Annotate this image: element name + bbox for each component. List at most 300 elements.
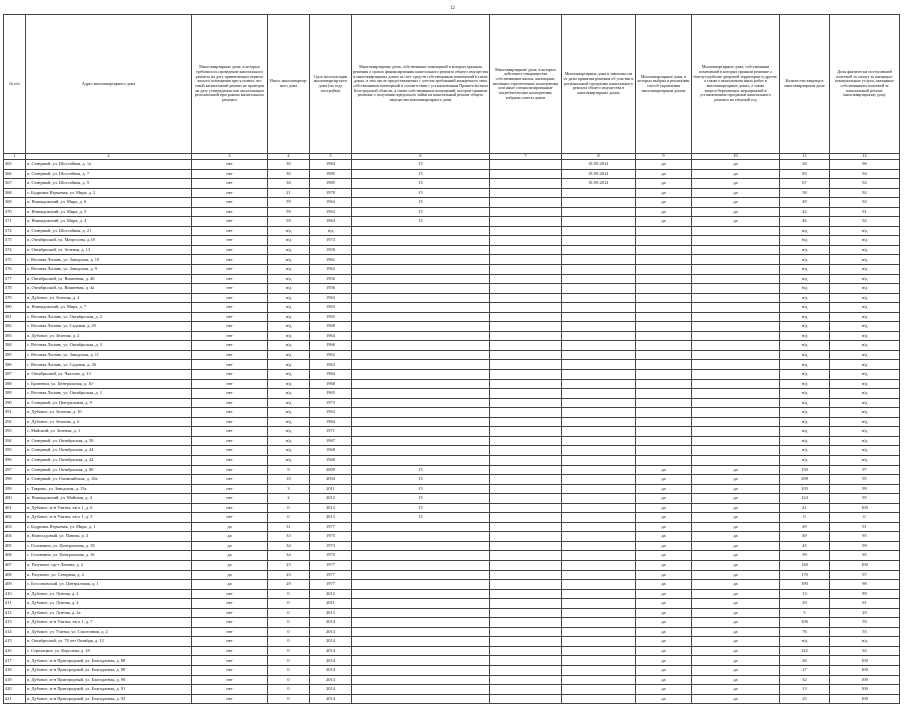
cell-apartments: н/д xyxy=(780,379,830,389)
cell-needs-repair: нет xyxy=(192,370,268,380)
cell-improvement xyxy=(692,255,780,265)
cell-financing-term xyxy=(352,560,490,570)
cell-financing-term xyxy=(352,370,490,380)
table-row xyxy=(4,284,900,294)
cell-address: с. Майский, ул. Зеленая, д. 1 xyxy=(26,427,192,437)
cell-row-number: 375 xyxy=(4,255,26,265)
cell-management xyxy=(636,303,692,313)
cell-financing-term: 15 xyxy=(352,503,490,513)
cell-payment-share: 59 xyxy=(830,618,900,628)
cell-row-number: 395 xyxy=(4,446,26,456)
cell-apartments: н/д xyxy=(780,417,830,427)
cell-financing-term: 15 xyxy=(352,188,490,198)
cell-row-number: 392 xyxy=(4,417,26,427)
cell-decision-date xyxy=(562,379,636,389)
cell-financing-term xyxy=(352,656,490,666)
cell-build-year: 1984 xyxy=(310,160,352,170)
cell-row-number: 399 xyxy=(4,484,26,494)
cell-hoa xyxy=(490,675,562,685)
cell-needs-repair: нет xyxy=(192,455,268,465)
cell-address: п. Северный, ул. Олимпийская, д. 10а xyxy=(26,475,192,485)
cell-improvement: да xyxy=(692,513,780,523)
cell-hoa xyxy=(490,685,562,695)
cell-address: п. Новоядовский, ул. Мира, д. 4 xyxy=(26,217,192,227)
cell-management: да xyxy=(636,207,692,217)
cell-wear: 0 xyxy=(268,665,310,675)
cell-decision-date xyxy=(562,455,636,465)
cell-needs-repair: нет xyxy=(192,465,268,475)
cell-decision-date xyxy=(562,608,636,618)
cell-build-year: 1961 xyxy=(310,255,352,265)
cell-needs-repair: нет xyxy=(192,484,268,494)
cell-financing-term xyxy=(352,522,490,532)
cell-row-number: 421 xyxy=(4,694,26,704)
cell-row-number: 385 xyxy=(4,350,26,360)
cell-financing-term xyxy=(352,341,490,351)
cell-needs-repair: нет xyxy=(192,656,268,666)
table-row xyxy=(4,532,900,542)
cell-improvement: да xyxy=(692,646,780,656)
cell-build-year: 1963 xyxy=(310,408,352,418)
cell-address: п. Северный, ул. Октябрьская, д. 42 xyxy=(26,455,192,465)
cell-wear: 23 xyxy=(268,560,310,570)
cell-financing-term xyxy=(352,245,490,255)
cell-management: да xyxy=(636,589,692,599)
cell-payment-share: н/д xyxy=(830,370,900,380)
cell-address: п. Северный, ул. Шоссейная, д. 9 xyxy=(26,179,192,189)
cell-wear: н/д xyxy=(268,265,310,275)
cell-address: с. Весовая Лопань, ул. Октябрьская, д. 2 xyxy=(26,312,192,322)
cell-build-year: 1973 xyxy=(310,398,352,408)
cell-hoa xyxy=(490,646,562,656)
cell-improvement: да xyxy=(692,465,780,475)
cell-management: да xyxy=(636,541,692,551)
cell-decision-date: 01.09.2012 xyxy=(562,160,636,170)
cell-payment-share: н/д xyxy=(830,284,900,294)
cell-build-year: 2014 xyxy=(310,618,352,628)
cell-build-year: 1985 xyxy=(310,169,352,179)
cell-payment-share: 95 xyxy=(830,551,900,561)
cell-improvement: да xyxy=(692,541,780,551)
cell-hoa xyxy=(490,303,562,313)
cell-decision-date: 01.09.2012 xyxy=(562,169,636,179)
cell-apartments: 5 xyxy=(780,608,830,618)
table-row xyxy=(4,685,900,695)
cell-build-year: 1956 xyxy=(310,274,352,284)
cell-row-number: 390 xyxy=(4,398,26,408)
table-row xyxy=(4,350,900,360)
cell-decision-date: 01.09.2012 xyxy=(562,179,636,189)
cell-address: п. Дубовое, ул. Зеленая, д. 2 xyxy=(26,331,192,341)
cell-address: п. Дубовое, ул. Зеленая, д. 6 xyxy=(26,417,192,427)
cell-hoa xyxy=(490,408,562,418)
cell-wear: н/д xyxy=(268,350,310,360)
cell-hoa xyxy=(490,341,562,351)
cell-hoa xyxy=(490,665,562,675)
cell-payment-share: 0 xyxy=(830,513,900,523)
cell-financing-term xyxy=(352,417,490,427)
cell-address: п. Дубовое, ул. Лунная, д. 2 xyxy=(26,589,192,599)
cell-needs-repair: нет xyxy=(192,265,268,275)
cell-financing-term xyxy=(352,398,490,408)
table-row xyxy=(4,360,900,370)
cell-row-number: 378 xyxy=(4,284,26,294)
table-row xyxy=(4,265,900,275)
table-row xyxy=(4,637,900,647)
cell-payment-share: н/д xyxy=(830,417,900,427)
cell-row-number: 393 xyxy=(4,427,26,437)
cell-apartments: 49 xyxy=(780,532,830,542)
cell-address: п. Северный, ул. Центральная, д. 9 xyxy=(26,398,192,408)
cell-apartments: 190 xyxy=(780,580,830,590)
cell-wear: 33 xyxy=(268,532,310,542)
cell-address: п. Октябрьский, ул. 70 лет Октября, д. 12 xyxy=(26,637,192,647)
cell-row-number: 380 xyxy=(4,303,26,313)
cell-management xyxy=(636,255,692,265)
cell-address: п. Разумное, ул. Северная, д. 2 xyxy=(26,570,192,580)
cell-decision-date xyxy=(562,541,636,551)
cell-build-year: 1964 xyxy=(310,370,352,380)
cell-decision-date xyxy=(562,570,636,580)
cell-wear: 9 xyxy=(268,465,310,475)
cell-improvement xyxy=(692,341,780,351)
cell-row-number: 397 xyxy=(4,465,26,475)
cell-financing-term xyxy=(352,532,490,542)
cell-wear: н/д xyxy=(268,417,310,427)
cell-payment-share: 100 xyxy=(830,656,900,666)
cell-apartments: 76 xyxy=(780,627,830,637)
cell-row-number: 418 xyxy=(4,665,26,675)
cell-decision-date xyxy=(562,599,636,609)
cell-payment-share: н/д xyxy=(830,455,900,465)
cell-decision-date xyxy=(562,627,636,637)
cell-needs-repair: нет xyxy=(192,646,268,656)
table-row xyxy=(4,379,900,389)
table-row xyxy=(4,436,900,446)
cell-build-year: 1963 xyxy=(310,293,352,303)
cell-address: с. Бодровка Изрыевая, ул. Мира, д. 2 xyxy=(26,188,192,198)
cell-improvement xyxy=(692,322,780,332)
cell-management: да xyxy=(636,198,692,208)
cell-decision-date xyxy=(562,694,636,704)
cell-improvement: да xyxy=(692,551,780,561)
cell-improvement: да xyxy=(692,637,780,647)
cell-management: да xyxy=(636,513,692,523)
cell-management: да xyxy=(636,580,692,590)
cell-build-year: 1975 xyxy=(310,532,352,542)
cell-address: п. Дубовое, м-н Пригородный, ул. Благодатная, д. 91 xyxy=(26,685,192,695)
cell-wear: н/д xyxy=(268,226,310,236)
cell-hoa xyxy=(490,446,562,456)
cell-build-year: 2012 xyxy=(310,494,352,504)
cell-management: да xyxy=(636,608,692,618)
cell-apartments: 124 xyxy=(780,494,830,504)
cell-financing-term xyxy=(352,541,490,551)
cell-needs-repair: нет xyxy=(192,608,268,618)
cell-hoa xyxy=(490,522,562,532)
cell-decision-date xyxy=(562,341,636,351)
cell-needs-repair: нет xyxy=(192,475,268,485)
cell-row-number: 381 xyxy=(4,312,26,322)
cell-apartments: 59 xyxy=(780,551,830,561)
cell-apartments: н/д xyxy=(780,322,830,332)
cell-row-number: 383 xyxy=(4,331,26,341)
cell-wear: н/д xyxy=(268,255,310,265)
cell-improvement xyxy=(692,245,780,255)
cell-apartments: н/д xyxy=(780,637,830,647)
cell-wear: 21 xyxy=(268,188,310,198)
cell-improvement: да xyxy=(692,207,780,217)
column-header: Количество квартир в многоквартирном доме xyxy=(780,15,830,154)
cell-apartments: н/д xyxy=(780,389,830,399)
cell-management xyxy=(636,226,692,236)
column-number: 2 xyxy=(26,154,192,160)
column-header: Срок эксплуатации многоквартир-ного дома (по году постройки) xyxy=(310,15,352,154)
cell-improvement xyxy=(692,274,780,284)
table-row xyxy=(4,255,900,265)
cell-financing-term xyxy=(352,255,490,265)
cell-row-number: 370 xyxy=(4,207,26,217)
cell-improvement: да xyxy=(692,694,780,704)
cell-needs-repair: нет xyxy=(192,245,268,255)
cell-management xyxy=(636,379,692,389)
cell-build-year: 1978 xyxy=(310,188,352,198)
cell-build-year: 1968 xyxy=(310,446,352,456)
cell-apartments: 26 xyxy=(780,656,830,666)
cell-row-number: 402 xyxy=(4,513,26,523)
cell-improvement xyxy=(692,436,780,446)
cell-wear: н/д xyxy=(268,370,310,380)
table-row xyxy=(4,541,900,551)
cell-payment-share: 20 xyxy=(830,608,900,618)
cell-decision-date xyxy=(562,350,636,360)
cell-management: да xyxy=(636,560,692,570)
cell-wear: н/д xyxy=(268,331,310,341)
table-row xyxy=(4,217,900,227)
cell-row-number: 386 xyxy=(4,360,26,370)
cell-address: п. Северный, ул. Октябрьская, д. 44 xyxy=(26,446,192,456)
cell-wear: 0 xyxy=(268,618,310,628)
cell-address: п. Октябрьский, ул. Вишневая, д. 46 xyxy=(26,274,192,284)
cell-payment-share: 92 xyxy=(830,188,900,198)
cell-improvement: да xyxy=(692,675,780,685)
cell-wear: 30 xyxy=(268,160,310,170)
cell-financing-term xyxy=(352,446,490,456)
cell-management: да xyxy=(636,646,692,656)
cell-management xyxy=(636,312,692,322)
cell-address: с. Весовая Лопань, ул. Заводская, д. 9 xyxy=(26,265,192,275)
cell-apartments: 0 xyxy=(780,513,830,523)
table-row xyxy=(4,331,900,341)
cell-management xyxy=(636,350,692,360)
cell-decision-date xyxy=(562,656,636,666)
cell-build-year: 1963 xyxy=(310,360,352,370)
cell-apartments: 49 xyxy=(780,198,830,208)
cell-management xyxy=(636,398,692,408)
cell-row-number: 379 xyxy=(4,293,26,303)
cell-management: да xyxy=(636,532,692,542)
cell-apartments: н/д xyxy=(780,350,830,360)
cell-hoa xyxy=(490,217,562,227)
cell-row-number: 367 xyxy=(4,179,26,189)
cell-hoa xyxy=(490,551,562,561)
cell-decision-date xyxy=(562,503,636,513)
cell-decision-date xyxy=(562,427,636,437)
cell-decision-date xyxy=(562,303,636,313)
cell-wear: 0 xyxy=(268,589,310,599)
cell-payment-share: 96 xyxy=(830,160,900,170)
cell-financing-term xyxy=(352,408,490,418)
cell-needs-repair: нет xyxy=(192,217,268,227)
cell-needs-repair: нет xyxy=(192,427,268,437)
cell-improvement: да xyxy=(692,188,780,198)
cell-needs-repair: нет xyxy=(192,226,268,236)
cell-address: п. Октябрьский, ул. Вишневая, д. 4а xyxy=(26,284,192,294)
cell-row-number: 414 xyxy=(4,627,26,637)
cell-apartments: 29 xyxy=(780,599,830,609)
cell-address: с. Стрелецкое, ул. Королева, д. 18 xyxy=(26,646,192,656)
cell-management xyxy=(636,360,692,370)
table-header xyxy=(4,15,900,160)
cell-build-year: 1964 xyxy=(310,217,352,227)
cell-address: п. Новоядовский, ул. Мира, д. 6 xyxy=(26,198,192,208)
cell-management xyxy=(636,455,692,465)
cell-decision-date xyxy=(562,293,636,303)
cell-row-number: 403 xyxy=(4,522,26,532)
cell-apartments: н/д xyxy=(780,236,830,246)
cell-improvement xyxy=(692,370,780,380)
cell-payment-share: 92 xyxy=(830,217,900,227)
cell-payment-share: н/д xyxy=(830,637,900,647)
cell-financing-term xyxy=(352,427,490,437)
cell-improvement: да xyxy=(692,198,780,208)
cell-management: да xyxy=(636,637,692,647)
cell-improvement: да xyxy=(692,217,780,227)
cell-build-year: 1950 xyxy=(310,245,352,255)
cell-financing-term xyxy=(352,551,490,561)
cell-row-number: 365 xyxy=(4,160,26,170)
cell-decision-date xyxy=(562,560,636,570)
cell-apartments: 46 xyxy=(780,217,830,227)
cell-row-number: 412 xyxy=(4,608,26,618)
cell-financing-term xyxy=(352,360,490,370)
cell-needs-repair: да xyxy=(192,560,268,570)
cell-address: с. Головчино, ул. Центральная, д. 16 xyxy=(26,551,192,561)
cell-row-number: 416 xyxy=(4,646,26,656)
cell-apartments: 298 xyxy=(780,475,830,485)
table-row xyxy=(4,646,900,656)
cell-financing-term xyxy=(352,608,490,618)
column-header: Адрес многоквартирного дома xyxy=(26,15,192,154)
cell-financing-term: 15 xyxy=(352,484,490,494)
cell-hoa xyxy=(490,379,562,389)
cell-needs-repair: нет xyxy=(192,436,268,446)
cell-needs-repair: нет xyxy=(192,618,268,628)
cell-payment-share: 97 xyxy=(830,570,900,580)
cell-improvement xyxy=(692,379,780,389)
cell-address: п. Северный, ул. Октябрьская, д. 80 xyxy=(26,465,192,475)
cell-row-number: 384 xyxy=(4,341,26,351)
cell-apartments: н/д xyxy=(780,255,830,265)
table-row xyxy=(4,694,900,704)
cell-apartments: н/д xyxy=(780,331,830,341)
cell-improvement xyxy=(692,398,780,408)
cell-hoa xyxy=(490,589,562,599)
cell-payment-share: н/д xyxy=(830,436,900,446)
column-number: 3 xyxy=(192,154,268,160)
cell-hoa xyxy=(490,389,562,399)
cell-management: да xyxy=(636,685,692,695)
cell-wear: 0 xyxy=(268,627,310,637)
column-header: Многоквартирные дома в зависимости от даты принятия решения об участии в региональной программе капитального ремонта общего имущества в многоквартирных домах xyxy=(562,15,636,154)
table-row xyxy=(4,580,900,590)
cell-payment-share: н/д xyxy=(830,389,900,399)
table-row xyxy=(4,503,900,513)
cell-needs-repair: нет xyxy=(192,360,268,370)
cell-row-number: 389 xyxy=(4,389,26,399)
cell-hoa xyxy=(490,427,562,437)
cell-hoa xyxy=(490,360,562,370)
cell-wear: 30 xyxy=(268,169,310,179)
table-row xyxy=(4,207,900,217)
table-row xyxy=(4,675,900,685)
cell-payment-share: 100 xyxy=(830,560,900,570)
cell-wear: 0 xyxy=(268,503,310,513)
cell-payment-share: н/д xyxy=(830,293,900,303)
cell-financing-term xyxy=(352,265,490,275)
table-row xyxy=(4,370,900,380)
cell-financing-term xyxy=(352,580,490,590)
cell-financing-term: 15 xyxy=(352,160,490,170)
cell-financing-term: 15 xyxy=(352,494,490,504)
cell-address: с. Бессоновский, ул. Центральная, д. 1 xyxy=(26,580,192,590)
table-row xyxy=(4,245,900,255)
cell-row-number: 410 xyxy=(4,589,26,599)
cell-address: п. Октябрьский, ул. Чкалова, д. 13 xyxy=(26,370,192,380)
cell-address: с. Бодровка Изрыевая, ул. Мира, д. 1 xyxy=(26,522,192,532)
cell-row-number: 406 xyxy=(4,551,26,561)
cell-hoa xyxy=(490,312,562,322)
register-table xyxy=(3,14,900,704)
cell-financing-term xyxy=(352,274,490,284)
table-row xyxy=(4,236,900,246)
cell-address: п. Дубовое, ул. Лунная, д. 4 xyxy=(26,599,192,609)
cell-apartments: 30 xyxy=(780,160,830,170)
table-row xyxy=(4,465,900,475)
cell-wear: н/д xyxy=(268,446,310,456)
cell-financing-term xyxy=(352,694,490,704)
cell-improvement: да xyxy=(692,503,780,513)
cell-improvement xyxy=(692,265,780,275)
cell-needs-repair: нет xyxy=(192,179,268,189)
column-number: 11 xyxy=(780,154,830,160)
cell-hoa xyxy=(490,494,562,504)
cell-hoa xyxy=(490,350,562,360)
table-row xyxy=(4,513,900,523)
cell-build-year: 1962 xyxy=(310,265,352,275)
cell-apartments: н/д xyxy=(780,427,830,437)
table-row xyxy=(4,656,900,666)
cell-financing-term xyxy=(352,665,490,675)
cell-row-number: 415 xyxy=(4,637,26,647)
cell-apartments: 32 xyxy=(780,675,830,685)
cell-build-year: 2013 xyxy=(310,608,352,618)
cell-hoa xyxy=(490,455,562,465)
cell-payment-share: 98 xyxy=(830,580,900,590)
cell-wear: н/д xyxy=(268,398,310,408)
cell-financing-term xyxy=(352,293,490,303)
cell-payment-share: н/д xyxy=(830,360,900,370)
